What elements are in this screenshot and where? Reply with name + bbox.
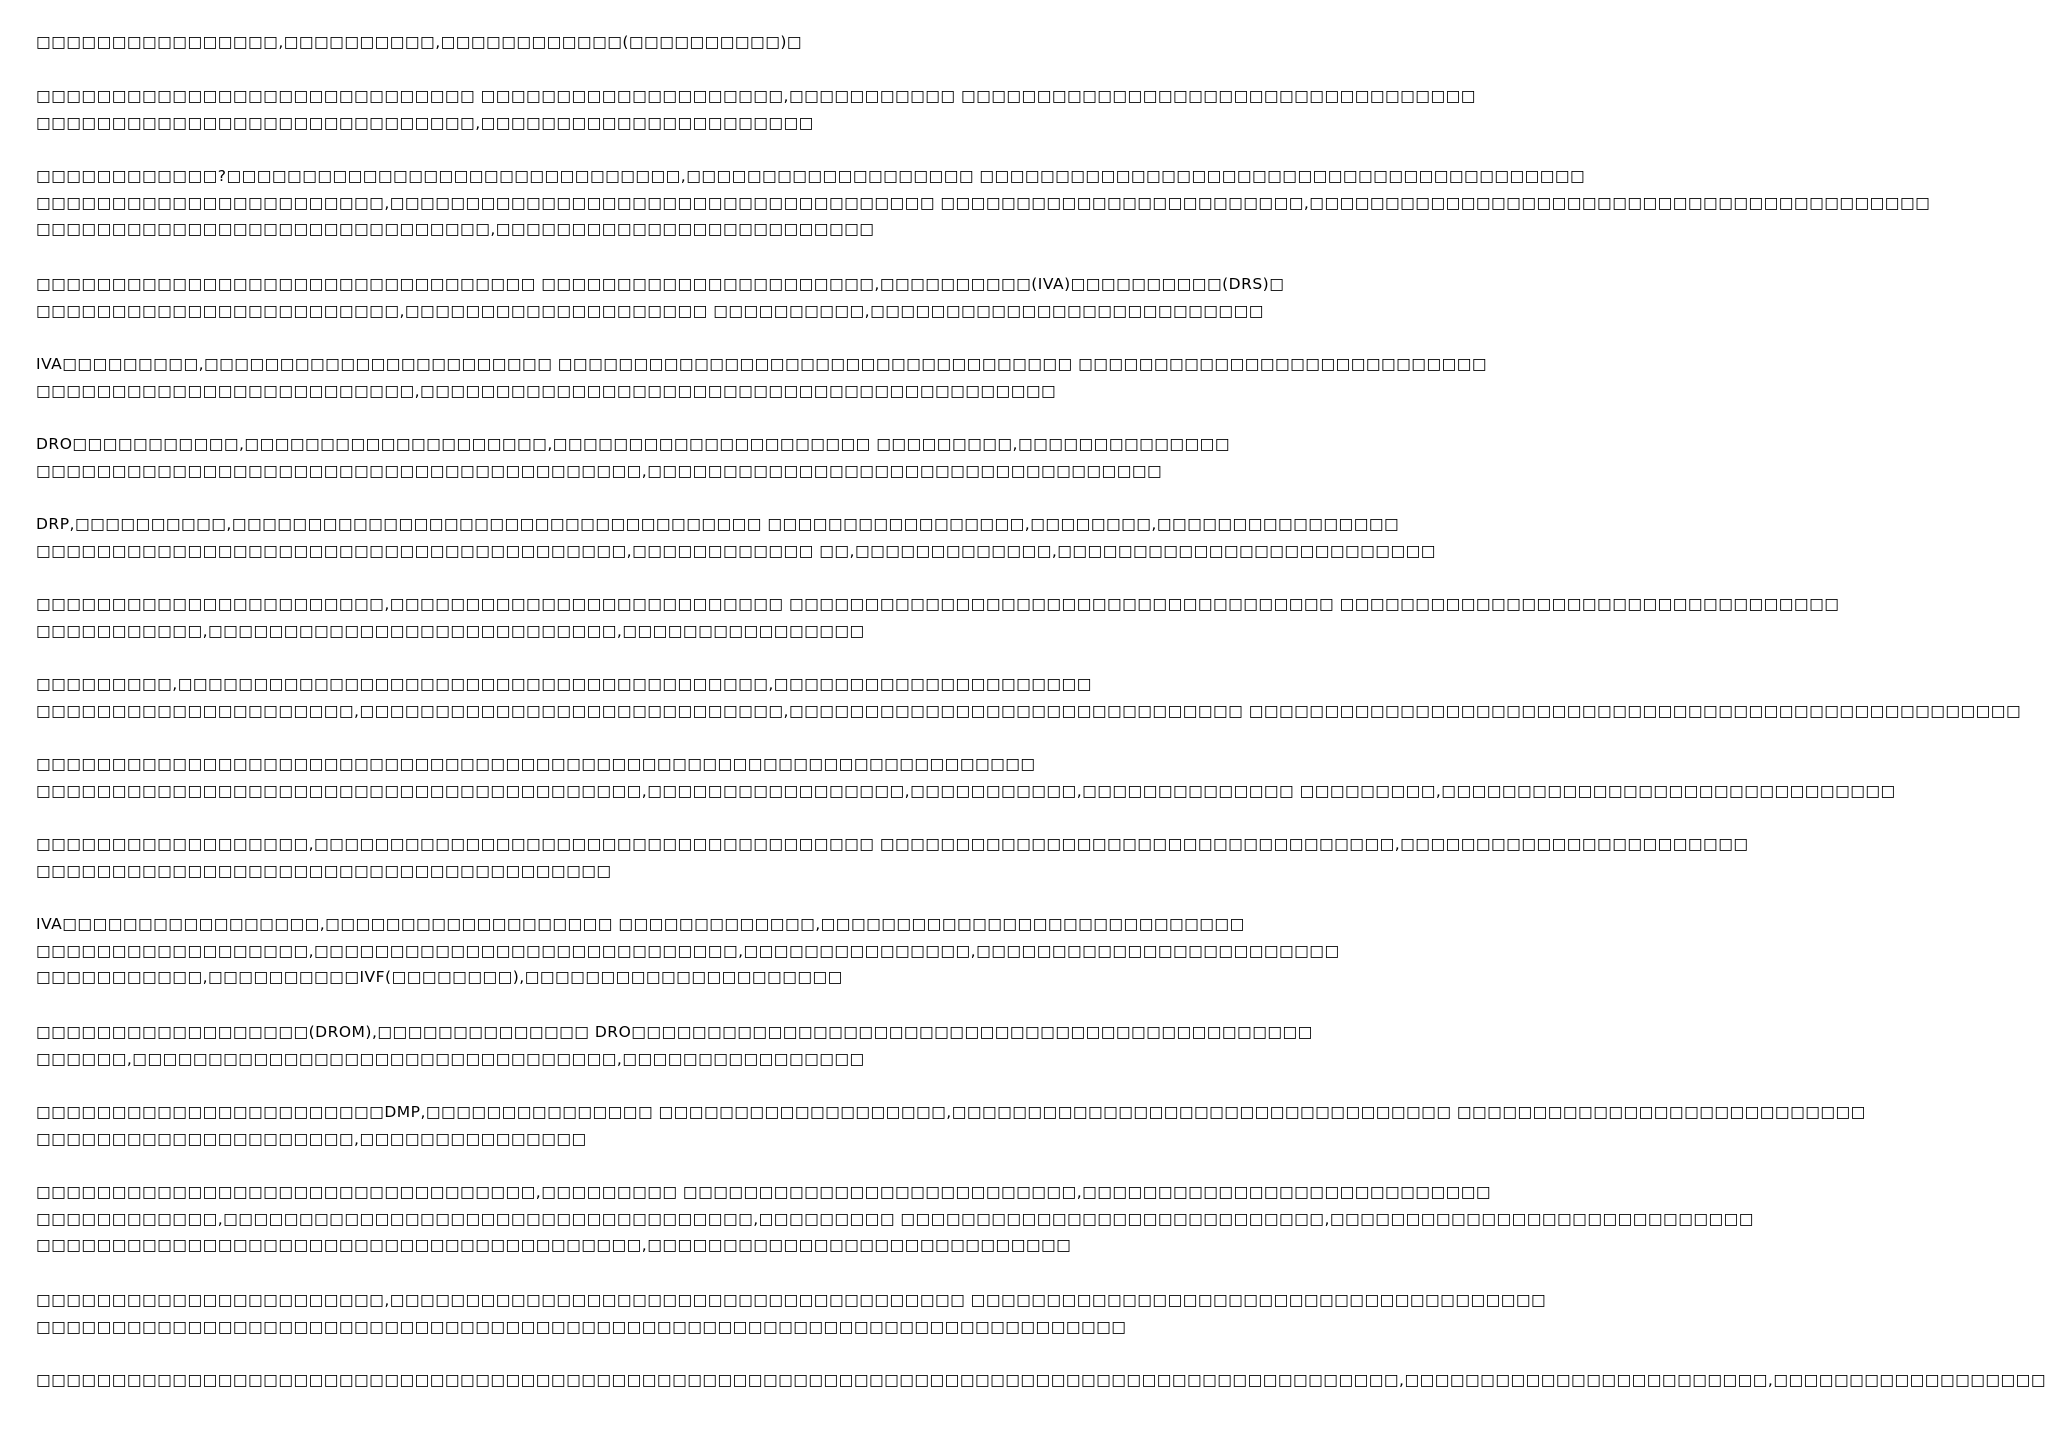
paragraph-line: □□□□□□□□□□□□□□□□□□□□□□□□□□□□□□,□□□□□□□□□□□□□□□□□□□□□□□□□ (36, 220, 875, 238)
paragraph (36, 29, 990, 56)
paragraph (36, 271, 1285, 324)
paragraph (36, 831, 1749, 884)
paragraph-line: □□□□□□□□□□□□□□□□□□□□□□□□□□□□□□□□□□□□□□□□□□□□□□□□□□□□□□□□□□□□□□□□□□□□□□□□□□□□□□□□□□□□□□□□□□,□□□□□□□□□□□□□□□□□□□□□□□□,□□□□□□□□□□□□□□□□□□ (36, 1371, 2046, 1389)
paragraph-line: □□□□□□□□□□□,□□□□□□□□□□IVF(□□□□□□□□),□□□□□□□□□□□□□□□□□□□□□ (36, 968, 843, 986)
paragraph-line: □□□□□□□□□□□□□□□□□□□□□,□□□□□□□□□□□□□□□□□□□□□□□□□□□□,□□□□□□□□□□□□□□□□□□□□□□□□□□□□□□ □□□□□□□□□□□□□□□□□□□□□□□□□□□□□□□□□□□□□□□□□□□□□□□□□□□ (36, 701, 2022, 720)
paragraph (36, 591, 1840, 644)
paragraph-line: □□□□□□□□□□□□□□□□□□□□□□□□□□□□□□□□□□□□□□□□,□□□□□□□□□□□□□□□□□□□□□□□□□□□□□□□□□□ (36, 461, 1163, 480)
paragraph (36, 431, 1230, 484)
paragraph-line: □□□□□□□□□□□□□□□□□□□□□□□□□□□□□□□□□ □□□□□□□□□□□□□□□□□□□□□□,□□□□□□□□□□(IVA)□□□□□□□□□□(DRS)□ (36, 275, 1285, 293)
paragraph-line: □□□□□□□□□□□□□□□□□□□□□□□DMP,□□□□□□□□□□□□□□□ □□□□□□□□□□□□□□□□□□□,□□□□□□□□□□□□□□□□□□□□□□□□□□□□□□□□□ □□□□□□□□□□□□□□□□□□□□□□□□□□□ (36, 1103, 1866, 1121)
paragraph-line: □□□□□□□□□□□□□□□□□□□□□□□□□□□□□ □□□□□□□□□□□□□□□□□□□□,□□□□□□□□□□□ □□□□□□□□□□□□□□□□□□□□□□□□□□□□□□□□□□ (36, 87, 1476, 105)
paragraph (36, 1179, 1754, 1259)
paragraph-line: □□□□□□□□□□□□□□□□□□□□□,□□□□□□□□□□□□□□□ (36, 1129, 587, 1148)
paragraph (36, 911, 1340, 991)
paragraph-line: □□□□□□,□□□□□□□□□□□□□□□□□□□□□□□□□□□□□□□□,□□□□□□□□□□□□□□□□ (36, 1049, 865, 1068)
paragraph-line: □□□□□□□□□□□□□□□□□□□□□□□,□□□□□□□□□□□□□□□□□□□□□□□□□□□□□□□□□□□□ □□□□□□□□□□□□□□□□□□□□□□□□,□□□□□□□□□□□□□□□□□□□□□□□□□□□□□□□□□□□□□□□□□ (36, 193, 1931, 212)
paragraph-line: □□□□□□□□□□□□□□□□□□□□□□□□□,□□□□□□□□□□□□□□□□□□□□□□□□□□□□□□□□□□□□□□□□□□ (36, 381, 1057, 400)
paragraph (36, 351, 1488, 404)
paragraph-line: □□□□□□□□□□□□□□□□□□(DROM),□□□□□□□□□□□□□□ DRO□□□□□□□□□□□□□□□□□□□□□□□□□□□□□□□□□□□□□□□□□□□□□ (36, 1023, 1313, 1041)
paragraph-line: DRP,□□□□□□□□□□,□□□□□□□□□□□□□□□□□□□□□□□□□□□□□□□□□□□ □□□□□□□□□□□□□□□□□,□□□□□□□□,□□□□□□□□□□□□□□□□ (36, 515, 1400, 533)
paragraph-line: □□□□□□□□□□□□,□□□□□□□□□□□□□□□□□□□□□□□□□□□□□□□□□□□,□□□□□□□□□ □□□□□□□□□□□□□□□□□□□□□□□□□□□□,□□□□□□□□□□□□□□□□□□□□□□□□□□□□ (36, 1209, 1754, 1228)
paragraph-line: □□□□□□□□□□□,□□□□□□□□□□□□□□□□□□□□□□□□□□□,□□□□□□□□□□□□□□□□ (36, 621, 865, 640)
paragraph-line: □□□□□□□□□□□□□□□□□□□□□□□□□□□□□□□□□□□□□□□□□□□□□□□□□□□□□□□□□□□□□□□□□□ (36, 755, 1036, 773)
paragraph-line: IVA□□□□□□□□□□□□□□□□□,□□□□□□□□□□□□□□□□□□□ □□□□□□□□□□□□□,□□□□□□□□□□□□□□□□□□□□□□□□□□□□ (36, 915, 1245, 933)
paragraph (36, 83, 1476, 136)
paragraph-line: □□□□□□□□□□□□□□□□□□□□□□□,□□□□□□□□□□□□□□□□□□□□□□□□□□ □□□□□□□□□□□□□□□□□□□□□□□□□□□□□□□□□□□□ □□□□□□□□□□□□□□□□□□□□□□□□□□□□□□□□□ (36, 595, 1840, 613)
paragraph-line: □□□□□□□□□□□□□□□□□□,□□□□□□□□□□□□□□□□□□□□□□□□□□□□□□□□□□□□□ □□□□□□□□□□□□□□□□□□□□□□□□□□□□□□□□□□,□□□□□□□□□□□□□□□□□□□□□□□ (36, 835, 1749, 853)
paragraph-line: □□□□□□□□□□□□□□□□□□□□□□□□□□□□□□□□□□□□□□□□□□□□□□□□□□□□□□□□□□□□□□□□□□□□□□□□ (36, 1317, 1127, 1336)
paragraph-line: □□□□□□□□□,□□□□□□□□□□□□□□□□□□□□□□□□□□□□□□□□□□□□□□□,□□□□□□□□□□□□□□□□□□□□□ (36, 675, 1092, 693)
paragraph (36, 751, 1896, 804)
paragraph (36, 671, 2022, 724)
paragraph-line: □□□□□□□□□□□□□□□□□□□□□□□□□□□□□□□□□□□□□□□□,□□□□□□□□□□□□□□□□□□□□□□□□□□□□ (36, 1236, 1072, 1254)
paragraph-line: □□□□□□□□□□□□□□□□,□□□□□□□□□□,□□□□□□□□□□□□(□□□□□□□□□□)□ (36, 33, 803, 51)
paragraph-line: □□□□□□□□□□□□□□□□□□□□□□□□□□□□□□□□□,□□□□□□□□□ □□□□□□□□□□□□□□□□□□□□□□□□□□,□□□□□□□□□□□□□□□□□□□□□□□□□□□ (36, 1183, 1492, 1201)
paragraph-line: □□□□□□□□□□□□□□□□□□□□□□□□□□□□□,□□□□□□□□□□□□□□□□□□□□□□ (36, 113, 814, 132)
paragraph (36, 511, 1436, 564)
paragraph-line: □□□□□□□□□□□□□□□□□□□□□□□□□□□□□□□□□□□□□□ (36, 861, 612, 880)
paragraph (36, 1019, 1313, 1072)
paragraph (36, 1287, 1547, 1340)
paragraph-line: □□□□□□□□□□□□□□□□□□□□□□□□,□□□□□□□□□□□□□□□□□□□□ □□□□□□□□□□,□□□□□□□□□□□□□□□□□□□□□□□□□□ (36, 301, 1264, 320)
paragraph-line: □□□□□□□□□□□□?□□□□□□□□□□□□□□□□□□□□□□□□□□□□□□,□□□□□□□□□□□□□□□□□□□ □□□□□□□□□□□□□□□□□□□□□□□□□□□□□□□□□□□□□□□□ (36, 167, 1586, 185)
paragraph-line: □□□□□□□□□□□□□□□□□□□□□□□□□□□□□□□□□□□□□□□□,□□□□□□□□□□□□□□□□□,□□□□□□□□□□□,□□□□□□□□□□□□□□ □□□□□□□□□,□□□□□□□□□□□□□□□□□□□□□□□□□□□□□□ (36, 781, 1896, 800)
paragraph (36, 1099, 1866, 1152)
paragraph-line: DRO□□□□□□□□□□□,□□□□□□□□□□□□□□□□□□□□,□□□□□□□□□□□□□□□□□□□□□ □□□□□□□□□,□□□□□□□□□□□□□□ (36, 435, 1230, 453)
paragraph-line: IVA□□□□□□□□□,□□□□□□□□□□□□□□□□□□□□□□□ □□□□□□□□□□□□□□□□□□□□□□□□□□□□□□□□□□ □□□□□□□□□□□□□□□□□□□□□□□□□□□ (36, 355, 1488, 373)
paragraph (36, 163, 1931, 243)
paragraph-line: □□□□□□□□□□□□□□□□□□,□□□□□□□□□□□□□□□□□□□□□□□□□□□□,□□□□□□□□□□□□□□□,□□□□□□□□□□□□□□□□□□□□□□□□ (36, 941, 1340, 960)
paragraph-line: □□□□□□□□□□□□□□□□□□□□□□□□□□□□□□□□□□□□□□□,□□□□□□□□□□□□ □□,□□□□□□□□□□□□□,□□□□□□□□□□□□□□□□□□□□□□□□□ (36, 541, 1436, 560)
document-body (36, 0, 2046, 1449)
paragraph-line: □□□□□□□□□□□□□□□□□□□□□□□,□□□□□□□□□□□□□□□□□□□□□□□□□□□□□□□□□□□□□□ □□□□□□□□□□□□□□□□□□□□□□□□□□□□□□□□□□□□□□ (36, 1291, 1547, 1309)
paragraph (36, 1367, 2046, 1394)
